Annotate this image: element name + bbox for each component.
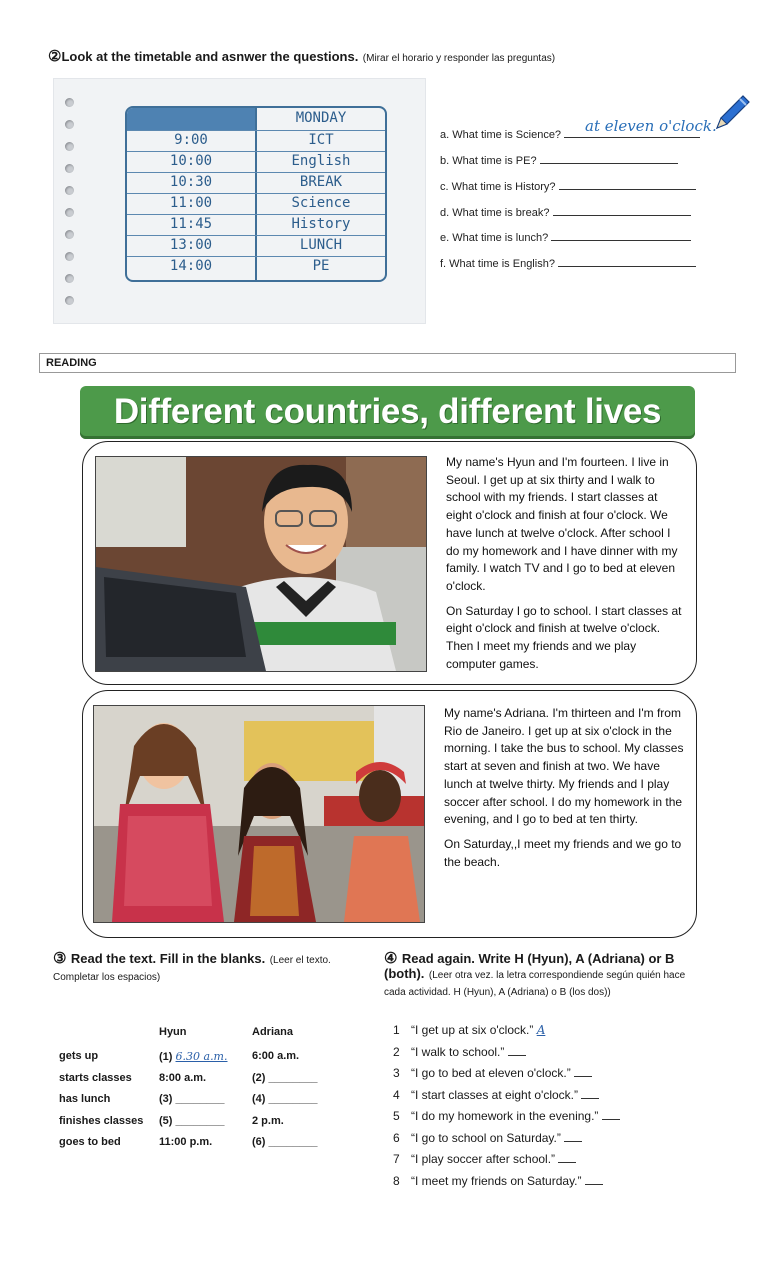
cell-adriana-goes-to-bed[interactable]: (6) ________ <box>252 1136 318 1148</box>
row-label: gets up <box>59 1050 99 1062</box>
binder-hole <box>65 142 74 151</box>
answer-blank[interactable] <box>558 255 696 267</box>
row-label: starts classes <box>59 1072 132 1084</box>
timetable-subject: Science <box>291 195 351 211</box>
binder-hole <box>65 164 74 173</box>
binder-hole <box>65 98 74 107</box>
timetable-time: 10:00 <box>169 153 213 169</box>
story-hyun <box>82 441 697 685</box>
handwritten-answer: 6.30 a.m. <box>175 1050 228 1063</box>
timetable-subject: ICT <box>308 132 334 148</box>
timetable-subject: History <box>291 216 351 232</box>
question-b: b. What time is PE? <box>440 152 678 167</box>
cell-adriana-has-lunch[interactable]: (4) ________ <box>252 1093 318 1105</box>
answer-blank[interactable] <box>559 178 696 190</box>
timetable-time: 11:45 <box>169 216 213 232</box>
column-header-adriana: Adriana <box>252 1026 293 1038</box>
exercise4-item: 8 “I meet my friends on Saturday.” <box>393 1174 603 1188</box>
binder-hole <box>65 274 74 283</box>
cell-adriana-starts-classes[interactable]: (2) ________ <box>252 1072 318 1084</box>
timetable-header-bar <box>127 108 255 130</box>
answer-blank[interactable] <box>602 1119 620 1120</box>
answer-blank[interactable] <box>551 229 691 241</box>
timetable-subject: English <box>291 153 351 169</box>
binder-hole <box>65 230 74 239</box>
timetable-grid <box>125 106 387 282</box>
answer-blank[interactable] <box>553 204 691 216</box>
exercise4-item: 5 “I do my homework in the evening.” <box>393 1109 620 1123</box>
cell-adriana-finishes-classes: 2 p.m. <box>252 1115 284 1127</box>
cell-adriana-gets-up: 6:00 a.m. <box>252 1050 300 1062</box>
story-adriana-text <box>444 705 688 878</box>
binder-hole <box>65 208 74 217</box>
story-hyun-paragraph-1: My name's Hyun and I'm fourteen. I live in Seoul. I get up at six thirty and I walk to school with my friends. I start classes at eight o'clock and finish at four o'clock. We have lunch at twelve o'clock. After school I do my homework and I have dinner with my family. I watch TV and I go to bed at eleven o'clock. <box>446 455 678 593</box>
photo-hyun <box>95 456 427 672</box>
question-f: f. What time is English? <box>440 255 696 270</box>
reading-banner-title: Different countries, different lives <box>113 392 662 431</box>
cell-hyun-gets-up: (1) 6.30 a.m. <box>159 1050 228 1063</box>
answer-blank[interactable] <box>508 1055 526 1056</box>
exercise4-item: 4 “I start classes at eight o'clock.” <box>393 1088 599 1102</box>
story-hyun-paragraph-2: On Saturday I go to school. I start classes at eight o'clock and finish at twelve o'clock. Then I meet my friends and we play computer games. <box>446 603 682 671</box>
exercise2-subtitle: (Mirar el horario y responder las preguntas) <box>362 53 556 64</box>
question-c: c. What time is History? <box>440 178 696 193</box>
cell-hyun-finishes-classes[interactable]: (5) ________ <box>159 1115 225 1127</box>
cell-hyun-starts-classes: 8:00 a.m. <box>159 1072 207 1084</box>
timetable-time: 9:00 <box>174 132 208 148</box>
photo-adriana <box>93 705 425 923</box>
answer-blank[interactable] <box>564 1141 582 1142</box>
exercise4-item: 1 “I get up at six o'clock.” A <box>393 1023 553 1037</box>
story-adriana <box>82 690 697 938</box>
answer-blank[interactable] <box>585 1184 603 1185</box>
answer-blank[interactable] <box>574 1076 592 1077</box>
exercise4-title: Read again. Write H (Hyun), A (Adriana) or B (both). <box>384 951 675 981</box>
reading-section-bar <box>39 353 736 373</box>
question-e: e. What time is lunch? <box>440 229 691 244</box>
exercise4-number: ④ <box>384 950 398 967</box>
story-adriana-paragraph-2: On Saturday,,I meet my friends and we go to the beach. <box>444 836 682 869</box>
reading-banner <box>80 386 695 439</box>
timetable-subject: BREAK <box>299 174 343 190</box>
answer-blank[interactable]: A <box>536 1023 546 1037</box>
reading-label: READING <box>46 357 97 369</box>
timetable-notepad <box>53 78 426 324</box>
timetable-time: 11:00 <box>169 195 213 211</box>
exercise4-item: 6 “I go to school on Saturday.” <box>393 1131 582 1145</box>
binder-hole <box>65 296 74 305</box>
exercise3-subtitle: (Leer el texto. Completar los espacios) <box>53 955 331 983</box>
row-label: has lunch <box>59 1093 111 1105</box>
timetable-time: 10:30 <box>169 174 213 190</box>
question-a: a. What time is Science? <box>440 126 700 141</box>
exercise2-title: Look at the timetable and asnwer the questions. <box>61 49 359 64</box>
row-label: finishes classes <box>59 1115 144 1127</box>
binder-hole <box>65 252 74 261</box>
exercise4-subtitle: (Leer otra vez. la letra correspondiende según quién hace cada actividad. H (Hyun), A (Adriana) o B (los dos)) <box>384 970 686 998</box>
answer-blank[interactable] <box>581 1098 599 1099</box>
binder-hole <box>65 186 74 195</box>
timetable-subject: LUNCH <box>299 237 343 253</box>
binder-hole <box>65 120 74 129</box>
exercise3-title: Read the text. Fill in the blanks. <box>70 951 266 966</box>
question-d: d. What time is break? <box>440 204 691 219</box>
row-label: goes to bed <box>59 1136 121 1148</box>
exercise4-item: 7 “I play soccer after school.” <box>393 1152 576 1166</box>
exercise3-number: ③ <box>53 950 67 967</box>
cell-hyun-has-lunch[interactable]: (3) ________ <box>159 1093 225 1105</box>
exercise3-heading <box>53 951 363 985</box>
timetable-day: MONDAY <box>295 110 347 126</box>
sample-answer: at eleven o'clock. <box>585 117 717 135</box>
story-adriana-paragraph-1: My name's Adriana. I'm thirteen and I'm from Rio de Janeiro. I get up at six o'clock in the morning. I take the bus to school. My classes start at seven and finish at two. We have lunch at twelve thirty. My friends and I play soccer after school. I do my homework in the evening, and I go to bed at ten thirty. <box>444 706 684 827</box>
exercise2-heading <box>48 47 555 66</box>
story-hyun-text <box>446 454 686 680</box>
timetable-subject: PE <box>312 258 330 274</box>
timetable-time: 13:00 <box>169 237 213 253</box>
exercise2-number: ② <box>48 48 62 65</box>
answer-blank[interactable] <box>558 1162 576 1163</box>
column-header-hyun: Hyun <box>159 1026 187 1038</box>
exercise4-item: 3 “I go to bed at eleven o'clock.” <box>393 1066 592 1080</box>
cell-hyun-goes-to-bed: 11:00 p.m. <box>159 1136 213 1148</box>
exercise4-item: 2 “I walk to school.” <box>393 1045 526 1059</box>
timetable-time: 14:00 <box>169 258 213 274</box>
pen-icon <box>709 90 753 139</box>
exercise4-heading <box>384 951 704 1000</box>
answer-blank[interactable] <box>540 152 678 164</box>
